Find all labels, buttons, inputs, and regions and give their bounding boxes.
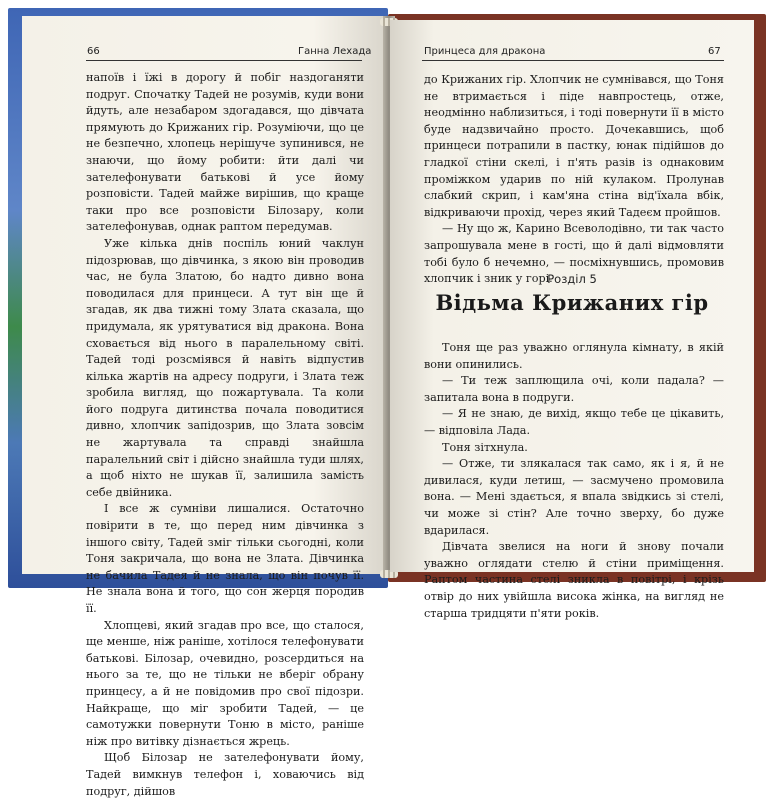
paragraph: до Крижаних гір. Хлопчик не сумнівався, що Тоня не втримається і піде навпростець, отже, неодмінно наблизиться, і тоді повернути її в місто буде надзвичайно просто. Дочекавшись, щоб принцеси потрапили в пастку, юнак підійшов до гладкої стіни скелі, і п'ять разів із однаковим проміжком ударив по ній кулаком. Пролунав слабкий скрип, і кам'яна стіна від'їхала вбік, відкриваючи прохід, через який Тадеєм пройшов.	[424, 73, 724, 219]
paragraph: Тоня зітхнула.	[442, 440, 528, 454]
right-page	[390, 20, 754, 620]
page-number-right: 67	[708, 46, 721, 57]
left-page-text	[86, 70, 364, 800]
paragraph: Тоня ще раз уважно оглянула кімнату, в якій вони опинились.	[424, 341, 724, 371]
paragraph: — Я не знаю, де вихід, якщо тебе це цікавить, — відповіла Лада.	[424, 407, 724, 437]
header-rule-right	[422, 60, 724, 61]
paragraph: І все ж сумніви лишалися. Остаточно повірити в те, що перед ним дівчинка з іншого світу, Тадей зміг тільки сьогодні, коли Тоня закричала, що вона не Злата. Дівчинка не бачила Тадея й не знала, що він почув її. Не знала вона й того, що сон жерця породив її.	[86, 502, 364, 615]
header-rule-left	[86, 60, 362, 61]
paragraph: — Ну що ж, Карино Всеволодівно, ти так часто запрошувала мене в гості, що й далі відмовляти тобі було б нечемно, — посміхнувшись, промовив хлопчик і зник у горі.	[424, 222, 724, 286]
chapter-label: Розділ 5	[547, 272, 597, 286]
running-head-left: Ганна Лехада	[298, 46, 372, 57]
paragraph: Уже кілька днів поспіль юний чаклун підозрював, що дівчинка, з якою він проводив час, не була Златою, бо надто дивно вона поводилася для принцеси. А тут він ще й згадав, як два тижні тому Злата сказала, що придумала, як урятуватися від дракона. Вона сховається від нього в паралельному світі. Тадей тоді розсміявся й навіть відпустив кілька жартів на адресу подруги, і Злата теж зробила вигляд, що пожартувала. Та коли його подруга дитинства почала поводитися дивно, хлопчик запідозрив, що Злата зовсім не жартувала та справді знайшла паралельний світ і дійсно знайшла туди шлях, а щоб ніхто не шукав її, залишила замість себе двійника.	[86, 236, 364, 499]
paragraph: Щоб Білозар не зателефонувати йому, Тадей вимкнув телефон і, ховаючись від подруг, дійшов	[86, 751, 364, 798]
page-number-left: 66	[87, 46, 100, 57]
right-page-text-bottom	[424, 340, 724, 622]
paragraph: — Отже, ти злякалася так само, як і я, й не дивилася, куди летиш, — засмучено промовила вона. — Мені здається, я впала звідкись зі стелі, чи може зі стін? Але точно зверху, бо дуже вдарилася.	[424, 457, 724, 537]
right-page-text-top	[424, 72, 724, 288]
paragraph: напоїв і їжі в дорогу й побіг наздоганяти подруг. Спочатку Тадей не розумів, куди вони йдуть, але незабаром здогадався, що дівчата прямують до Крижаних гір. Розуміючи, що це не безпечно, хлопець нерішуче зупинився, не знаючи, що йому робити: йти далі чи зателефонувати батькові й усе йому розповісти. Тадей майже вирішив, що краще таки про все розповісти Білозару, коли зателефонував, однак раптом передумав.	[86, 71, 364, 234]
running-head-right: Принцеса для дракона	[424, 46, 546, 57]
left-page	[22, 16, 386, 798]
chapter-title: Відьма Крижаних гір	[435, 290, 709, 315]
paragraph: Хлопцеві, який згадав про все, що сталося, ще менше, ніж раніше, хотілося телефонувати батькові. Білозар, очевидно, розсердиться на нього за те, що не тільки не вберіг обрану принцесу, а й не повідомив про свої підозри. Найкраще, що міг зробити Тадей, — це самотужки повернути Тоню в місто, раніше ніж про витівку дізнається жрець.	[86, 618, 364, 748]
paragraph: Дівчата звелися на ноги й знову почали уважно оглядати стелю й стіни приміщення. Раптом частина стелі зникла в повітрі, і крізь отвір до них увійшла висока жінка, на вигляд не старша тридцяти п'яти років.	[424, 540, 724, 620]
paragraph: — Ти теж заплющила очі, коли падала? — запитала вона в подруги.	[424, 374, 724, 404]
